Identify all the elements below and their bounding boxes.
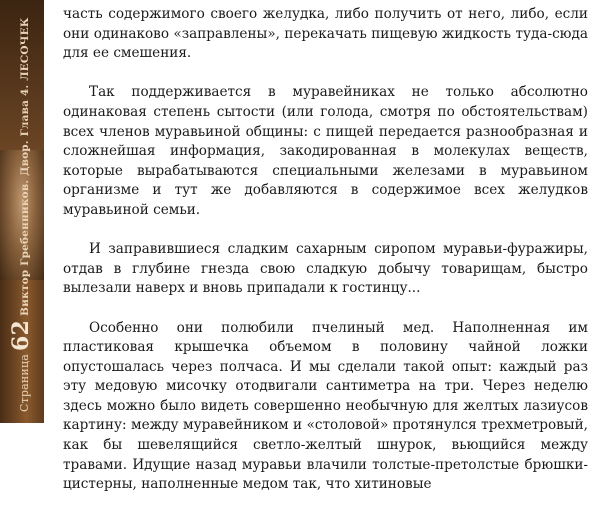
paragraph-4: Особенно они полюбили пчелиный мед. Наполненная им пластиковая крышечка объемом в половину чайной ложки опустошалась через полчаса. И мы сделали такой опыт: каждый раз эту медовую мисочку отодвигали сантиметра на три. Через неделю здесь можно было видеть совершенно необычную для желтых лазиусов картину: между муравейником и «столовой» протянулся трехметровый, как бы шевелящийся светло-желтый шнурок, вьющийся между травами. Идущие назад муравьи влачили толстые-претолстые брюшки-цистерны, наполненные медом так, что хитиновые (63, 319, 588, 493)
paragraph-3: И заправившиеся сладким сахарным сиропом муравьи-фуражиры, отдав в глубине гнезда свою сладкую добычу товарищам, быстро вылезали наверх и вновь припадали к гостинцу... (63, 241, 588, 297)
page-text (63, 5, 588, 514)
paragraph-2: Так поддерживается в муравейниках не только абсолютно одинаковая степень сытости (или голода, смотря по обстоятельствам) всех членов муравьиной общины: с пищей передается разнообразная и сложнейшая информация, закодированная в молекулах веществ, которые вырабатываются специальными железами в муравьином организме и тут же добавляются в содержимое всех желудков муравьиной семьи. (63, 84, 588, 218)
page-number: 62 (8, 319, 34, 351)
paragraph-1: часть содержимого своего желудка, либо получить от него, либо, если они одинаково «заправлены», перекачать пищевую жидкость туда-сюда для ее смешения. (63, 6, 588, 62)
side-strip (0, 0, 44, 423)
page-word: Страница (18, 354, 31, 412)
running-header (8, 17, 38, 412)
book-chapter-header: Виктор Гребенников. Двор. Глава 4. ЛЕСОЧЕК (19, 17, 31, 316)
